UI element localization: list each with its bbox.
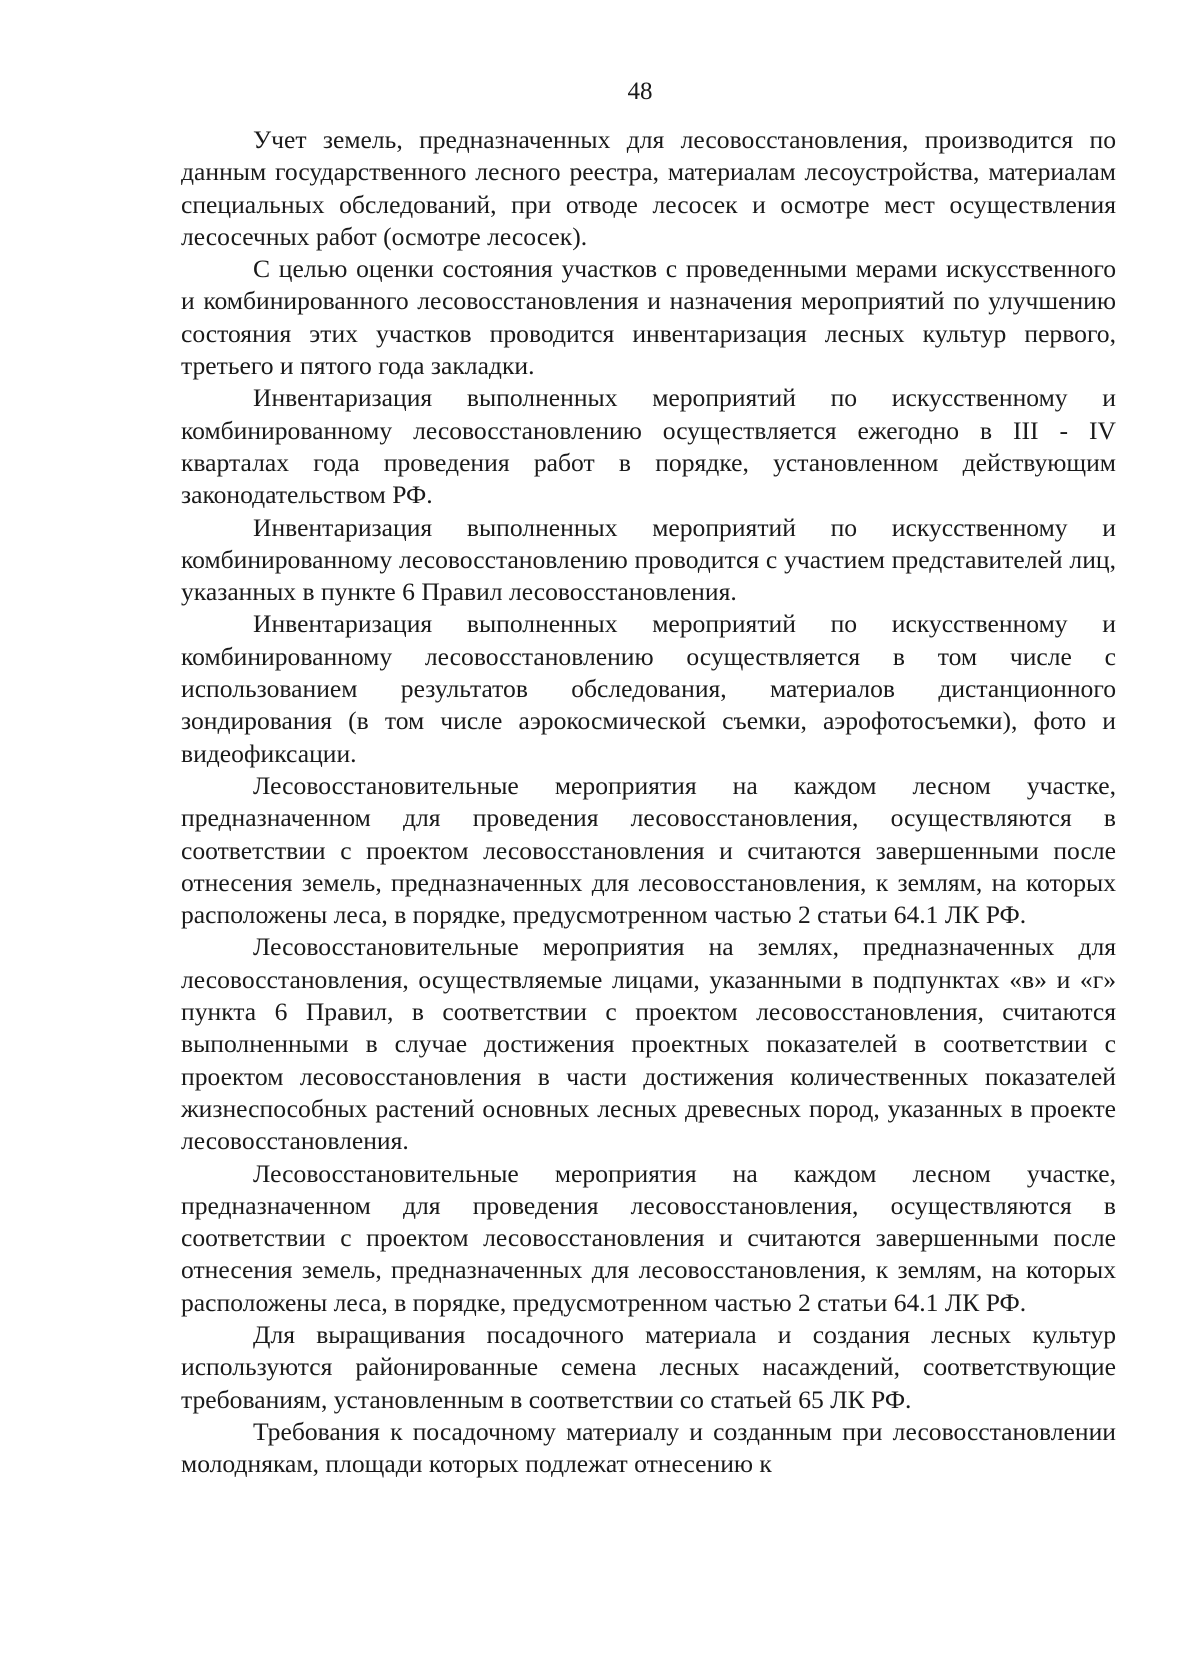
paragraph-4: Инвентаризация выполненных мероприятий по искусственному и комбинированному лесовосстановлению проводится с участием представителей лиц, указанных в пункте 6 Правил лесовосстановления.: [181, 512, 1116, 607]
paragraph-5: Инвентаризация выполненных мероприятий по искусственному и комбинированному лесовосстановлению осуществляется в том числе с использованием результатов обследования, материалов дистанционного зондирования (в том числе аэрокосмической съемки, аэрофотосъемки), фото и видеофиксации.: [181, 609, 1116, 768]
page-number: 48: [627, 78, 653, 105]
paragraph-7: Лесовосстановительные мероприятия на землях, предназначенных для лесовосстановления, осуществляемые лицами, указанными в подпунктах «в» и «г» пункта 6 Правил, в соответствии с проектом лесовосстановления, считаются выполненными в случае достижения проектных показателей в соответствии с проектом лесовосстановления в части достижения количественных показателей жизнеспособных растений основных лесных древесных пород, указанных в проекте лесовосстановления.: [181, 932, 1116, 1156]
paragraph-1: Учет земель, предназначенных для лесовосстановления, производится по данным государственного лесного реестра, материалам лесоустройства, материалам специальных обследований, при отводе лесосек и осмотре мест осуществления лесосечных работ (осмотре лесосек).: [181, 125, 1116, 251]
paragraph-3: Инвентаризация выполненных мероприятий по искусственному и комбинированному лесовосстановлению осуществляется ежегодно в III - IV кварталах года проведения работ в порядке, установленном действующим законодательством РФ.: [181, 383, 1116, 510]
document-body: [181, 124, 1116, 1480]
paragraph-8: Лесовосстановительные мероприятия на каждом лесном участке, предназначенном для проведения лесовосстановления, осуществляются в соответствии с проектом лесовосстановления и считаются завершенными после отнесения земель, предназначенных для лесовосстановления, к землям, на которых расположены леса, в порядке, предусмотренном частью 2 статьи 64.1 ЛК РФ.: [181, 1158, 1116, 1317]
paragraph-6: Лесовосстановительные мероприятия на каждом лесном участке, предназначенном для проведения лесовосстановления, осуществляются в соответствии с проектом лесовосстановления и считаются завершенными после отнесения земель, предназначенных для лесовосстановления, к землям, на которых расположены леса, в порядке, предусмотренном частью 2 статьи 64.1 ЛК РФ.: [181, 770, 1116, 930]
paragraph-9: Для выращивания посадочного материала и создания лесных культур используются районированные семена лесных насаждений, соответствующие требованиям, установленным в соответствии со статьей 65 ЛК РФ.: [181, 1319, 1116, 1414]
paragraph-2: С целью оценки состояния участков с проведенными мерами искусственного и комбинированного лесовосстановления и назначения мероприятий по улучшению состояния этих участков проводится инвентаризация лесных культур первого, третьего и пятого года закладки.: [181, 254, 1116, 381]
paragraph-10: Требования к посадочному материалу и созданным при лесовосстановлении молоднякам, площади которых подлежат отнесению к: [181, 1416, 1116, 1479]
